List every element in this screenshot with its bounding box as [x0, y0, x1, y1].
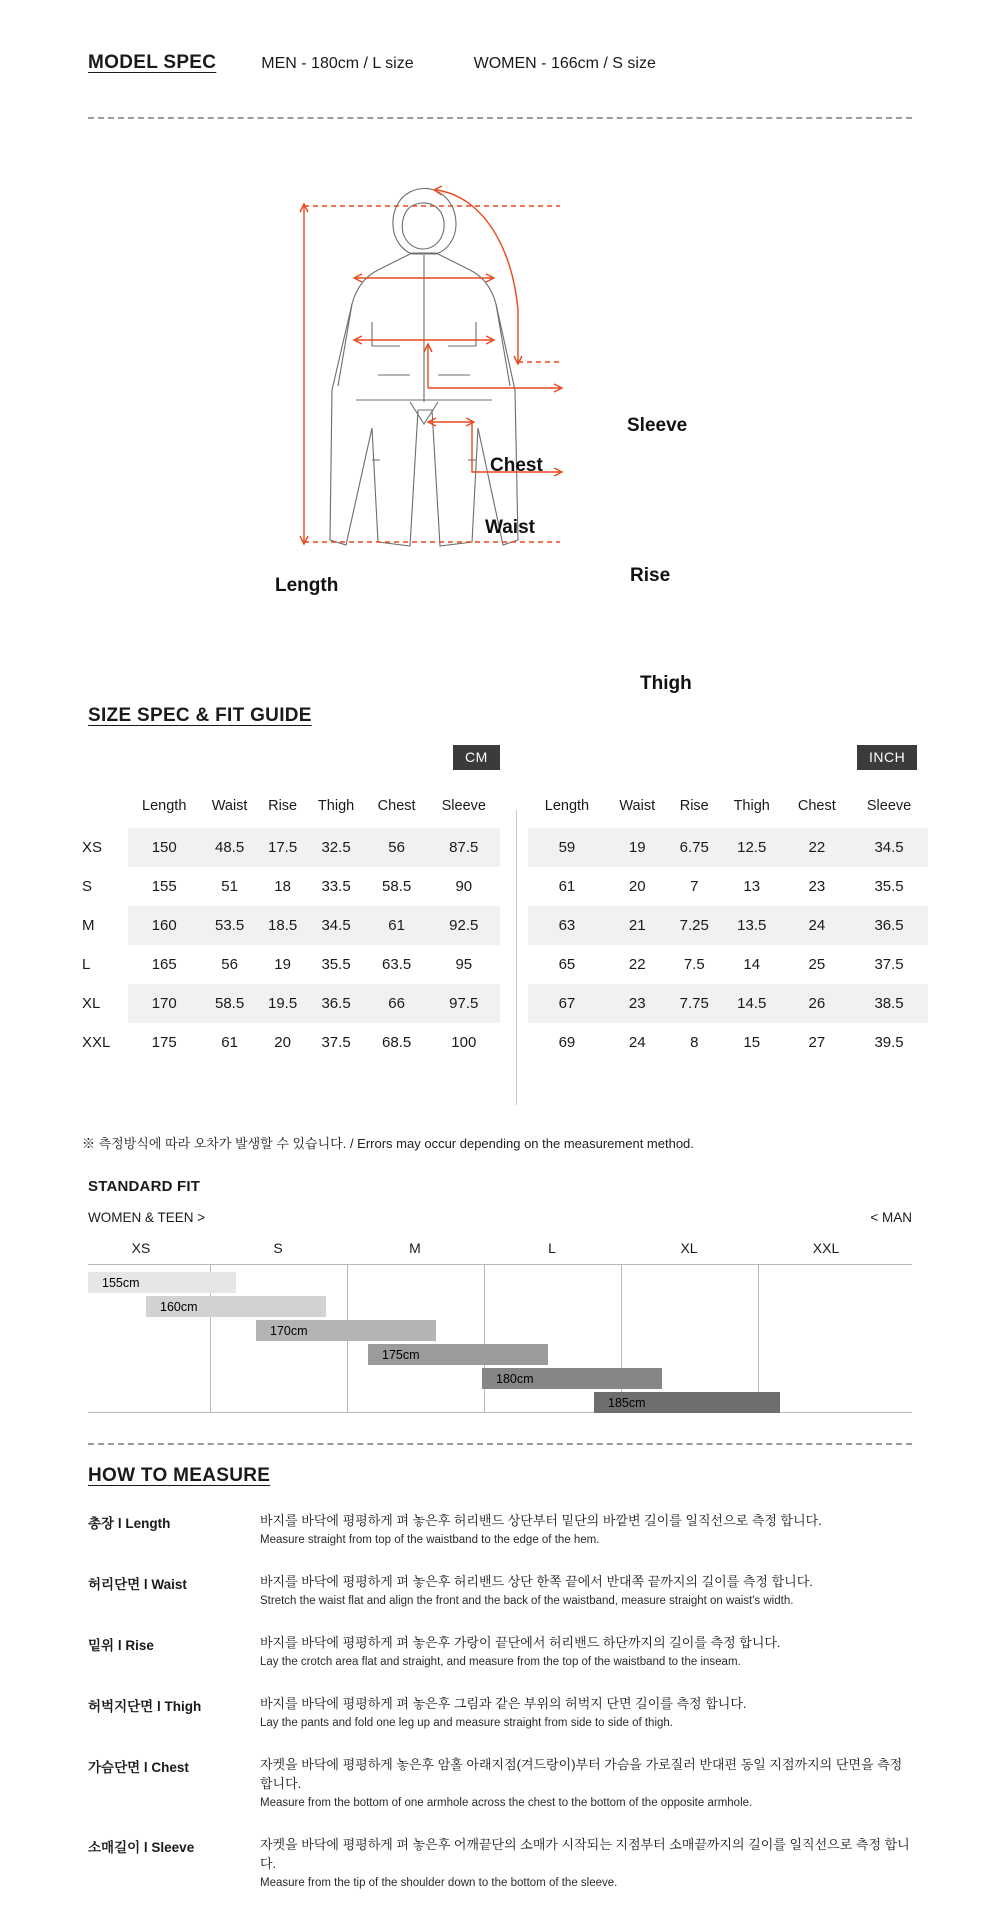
cell: 100: [451, 1034, 477, 1051]
row-size-label: XL: [70, 984, 128, 1023]
standard-fit-left-caption: WOMEN & TEEN >: [88, 1210, 206, 1225]
fit-bar-label: 185cm: [608, 1395, 646, 1410]
col-header: Waist: [619, 798, 656, 814]
cell: 61: [221, 1034, 238, 1051]
measure-description: [260, 1693, 912, 1729]
fit-col-label: L: [548, 1240, 556, 1256]
diagram-label-waist: Waist: [485, 517, 535, 538]
corner-cell: [70, 790, 128, 828]
cell: 67: [528, 984, 606, 1023]
cell: 34.5: [306, 906, 365, 945]
measure-text-kr: 자켓을 바닥에 평평하게 펴 놓은후 어깨끝단의 소매가 시작되는 지점부터 소매끝까지의 길이를 일직선으로 측정 합니다.: [260, 1837, 910, 1871]
coverall-illustration: [260, 150, 740, 570]
cell: 58.5: [200, 984, 258, 1023]
row-size-label: XXL: [82, 1034, 111, 1051]
cell: 7: [690, 878, 699, 895]
measure-text-kr: 자켓을 바닥에 평평하게 놓은후 암홀 아래지점(겨드랑이)부터 가슴을 가로질러 반대편 동일 지점까지의 단면을 측정 합니다.: [260, 1757, 903, 1791]
cell: 97.5: [428, 984, 500, 1023]
how-to-measure-title: HOW TO MEASURE: [88, 1465, 271, 1486]
col-header: Sleeve: [441, 798, 486, 814]
model-spec-header: [88, 52, 656, 74]
unit-badge-inch: INCH: [857, 745, 917, 770]
cell: 7.25: [669, 906, 720, 945]
measure-description: [260, 1834, 912, 1889]
table-row: [70, 867, 500, 906]
cell: 32.5: [306, 828, 365, 867]
cell: 51: [221, 878, 238, 895]
fit-grid-line: [758, 1264, 759, 1412]
table-row: [70, 945, 500, 984]
cell: 34.5: [850, 828, 928, 867]
measure-text-kr: 바지를 바닥에 평평하게 펴 놓은후 가랑이 끝단에서 허리밴드 하단까지의 길이를 측정 합니다.: [260, 1635, 781, 1650]
model-spec-title: MODEL SPEC: [88, 52, 217, 73]
diagram-label-rise: Rise: [630, 565, 671, 586]
cell: 7.75: [669, 984, 720, 1023]
cell: 17.5: [259, 828, 307, 867]
cell: 39.5: [874, 1034, 904, 1051]
cell: 19.5: [259, 984, 307, 1023]
diagram-label-sleeve: Sleeve: [627, 415, 688, 436]
list-item: [88, 1632, 912, 1668]
table-header-row: [528, 790, 928, 828]
cell: 14: [743, 956, 761, 973]
size-spec-title: SIZE SPEC & FIT GUIDE: [88, 705, 312, 726]
measurement-note: ※ 측정방식에 따라 오차가 발생할 수 있습니다. / Errors may occur depending on the measurement method.: [82, 1136, 694, 1151]
table-row: [70, 906, 500, 945]
table-row: [528, 867, 928, 906]
standard-fit-title: STANDARD FIT: [88, 1178, 201, 1195]
cell: 22: [784, 828, 851, 867]
how-to-measure-list: [88, 1510, 912, 1914]
measure-text-kr: 바지를 바닥에 평평하게 펴 놓은후 허리밴드 상단 한쪽 끝에서 반대쪽 끝까지의 길이를 측정 합니다.: [260, 1574, 813, 1589]
cell: 69: [558, 1034, 576, 1051]
cell: 155: [151, 878, 177, 895]
measure-text-en: Measure from the bottom of one armhole across the chest to the bottom of the opposite armhole.: [260, 1797, 753, 1809]
cell: 19: [606, 828, 669, 867]
size-table-inch: [528, 790, 928, 1062]
cell: 20: [274, 1034, 291, 1051]
measure-description: [260, 1510, 912, 1546]
measure-term: 가슴단면 l Chest: [88, 1760, 189, 1775]
col-header: Waist: [211, 798, 248, 814]
standard-fit-right-caption: < MAN: [870, 1210, 912, 1225]
col-header: Rise: [268, 798, 298, 814]
table-row: [528, 906, 928, 945]
measure-text-kr: 바지를 바닥에 평평하게 펴 놓은후 허리밴드 상단부터 밑단의 바깥변 길이를 일직선으로 측정 합니다.: [260, 1513, 822, 1528]
measure-text-en: Measure straight from top of the waistband to the edge of the hem.: [260, 1534, 600, 1546]
cell: 13.5: [720, 906, 784, 945]
cell: 15: [743, 1034, 761, 1051]
cell: 56: [221, 956, 238, 973]
cell: 36.5: [850, 906, 928, 945]
measure-text-en: Lay the crotch area flat and straight, and measure from the top of the waistband to the inseam.: [260, 1656, 741, 1668]
divider-bottom: [88, 1443, 912, 1445]
diagram-label-thigh: Thigh: [640, 673, 692, 694]
fit-bar: [368, 1344, 548, 1365]
measure-text-en: Stretch the waist flat and align the front and the back of the waistband, measure straight on waist's width.: [260, 1595, 794, 1607]
cell: 63.5: [382, 956, 412, 973]
size-tables: [70, 790, 940, 1062]
model-spec-women: WOMEN - 166cm / S size: [473, 55, 656, 72]
measure-text-en: Measure from the tip of the shoulder down to the bottom of the sleeve.: [260, 1877, 618, 1889]
col-header: Chest: [377, 798, 416, 814]
cell: 18.5: [259, 906, 307, 945]
cell: 68.5: [382, 1034, 412, 1051]
fit-col-label: XS: [131, 1240, 151, 1256]
cell: 21: [606, 906, 669, 945]
cell: 56: [366, 828, 428, 867]
col-header: Chest: [797, 798, 836, 814]
row-size-label: L: [82, 956, 91, 973]
diagram-label-length: Length: [275, 575, 339, 596]
measure-description: [260, 1571, 912, 1607]
cell: 175: [151, 1034, 177, 1051]
measure-term: 총장 l Length: [88, 1516, 171, 1531]
fit-bar: [594, 1392, 780, 1413]
table-row: [70, 984, 500, 1023]
measure-text-kr: 바지를 바닥에 평평하게 펴 놓은후 그림과 같은 부위의 허벅지 단면 길이를 측정 합니다.: [260, 1696, 747, 1711]
fit-bar: [146, 1296, 326, 1317]
cell: 35.5: [321, 956, 351, 973]
cell: 37.5: [321, 1034, 351, 1051]
fit-bar: [256, 1320, 436, 1341]
fit-col-label: S: [273, 1240, 283, 1256]
cell: 165: [151, 956, 177, 973]
measure-term: 소매길이 l Sleeve: [88, 1840, 195, 1855]
cell: 150: [128, 828, 200, 867]
measure-description: [260, 1632, 912, 1668]
model-spec-men: MEN - 180cm / L size: [261, 55, 414, 72]
cell: 66: [366, 984, 428, 1023]
cell: 65: [558, 956, 576, 973]
cell: 48.5: [200, 828, 258, 867]
table-header-row: [70, 790, 500, 828]
cell: 6.75: [669, 828, 720, 867]
measurement-diagram: [260, 150, 740, 694]
list-item: [88, 1834, 912, 1889]
measure-term: 밑위 l Rise: [88, 1638, 154, 1653]
fit-bar-label: 160cm: [160, 1299, 198, 1314]
table-row: [70, 828, 500, 867]
cell: 33.5: [321, 878, 351, 895]
list-item: [88, 1571, 912, 1607]
table-row: [70, 1023, 500, 1062]
col-header: Thigh: [733, 798, 770, 814]
list-item: [88, 1510, 912, 1546]
measure-term: 허리단면 l Waist: [88, 1577, 187, 1592]
cell: 20: [628, 878, 646, 895]
fit-col-label: XXL: [812, 1240, 840, 1256]
cell: 24: [628, 1034, 646, 1051]
cell: 25: [808, 956, 826, 973]
diagram-label-chest: Chest: [490, 455, 543, 476]
fit-grid-line: [621, 1264, 622, 1412]
fit-bar-label: 155cm: [102, 1275, 140, 1290]
cell: 12.5: [720, 828, 784, 867]
fit-bar: [88, 1272, 236, 1293]
cell: 8: [690, 1034, 699, 1051]
cell: 58.5: [382, 878, 412, 895]
col-header: Thigh: [317, 798, 355, 814]
size-table-cm: [70, 790, 500, 1062]
table-row: [528, 945, 928, 984]
col-header: Length: [544, 798, 590, 814]
standard-fit-chart: [88, 1236, 912, 1416]
cell: 160: [128, 906, 200, 945]
cell: 61: [558, 878, 576, 895]
row-size-label: S: [82, 878, 93, 895]
cell: 61: [366, 906, 428, 945]
cell: 23: [808, 878, 826, 895]
row-size-label: XS: [70, 828, 128, 867]
cell: 95: [455, 956, 473, 973]
cell: 87.5: [428, 828, 500, 867]
cell: 24: [784, 906, 851, 945]
measure-description: [260, 1754, 912, 1809]
fit-grid-line: [484, 1264, 485, 1412]
table-row: [528, 984, 928, 1023]
cell: 7.5: [683, 956, 705, 973]
fit-bar-label: 170cm: [270, 1323, 308, 1338]
list-item: [88, 1754, 912, 1809]
col-header: Length: [142, 798, 187, 814]
cell: 27: [808, 1034, 826, 1051]
divider-top: [88, 117, 912, 119]
cell: 14.5: [720, 984, 784, 1023]
fit-col-label: XL: [680, 1240, 698, 1256]
cell: 59: [528, 828, 606, 867]
table-row: [528, 1023, 928, 1062]
cell: 18: [274, 878, 291, 895]
unit-badge-cm: CM: [453, 745, 500, 770]
cell: 13: [743, 878, 761, 895]
measure-term: 허벅지단면 l Thigh: [88, 1699, 202, 1714]
table-row: [528, 828, 928, 867]
fit-col-label: M: [409, 1240, 421, 1256]
cell: 63: [528, 906, 606, 945]
cell: 170: [128, 984, 200, 1023]
fit-bar-label: 175cm: [382, 1347, 420, 1362]
cell: 19: [274, 956, 291, 973]
measure-text-en: Lay the pants and fold one leg up and measure straight from side to side of thigh.: [260, 1717, 673, 1729]
fit-bar: [482, 1368, 662, 1389]
cell: 92.5: [428, 906, 500, 945]
cell: 37.5: [874, 956, 904, 973]
col-header: Rise: [679, 798, 709, 814]
cell: 38.5: [850, 984, 928, 1023]
cell: 90: [455, 878, 473, 895]
col-header: Sleeve: [866, 798, 912, 814]
list-item: [88, 1693, 912, 1729]
cell: 22: [628, 956, 646, 973]
cell: 36.5: [306, 984, 365, 1023]
cell: 23: [606, 984, 669, 1023]
cell: 26: [784, 984, 851, 1023]
fit-bar-label: 180cm: [496, 1371, 534, 1386]
row-size-label: M: [70, 906, 128, 945]
fit-chart-bottom-rule: [88, 1412, 912, 1413]
fit-chart-top-rule: [88, 1264, 912, 1265]
cell: 53.5: [200, 906, 258, 945]
cell: 35.5: [874, 878, 904, 895]
